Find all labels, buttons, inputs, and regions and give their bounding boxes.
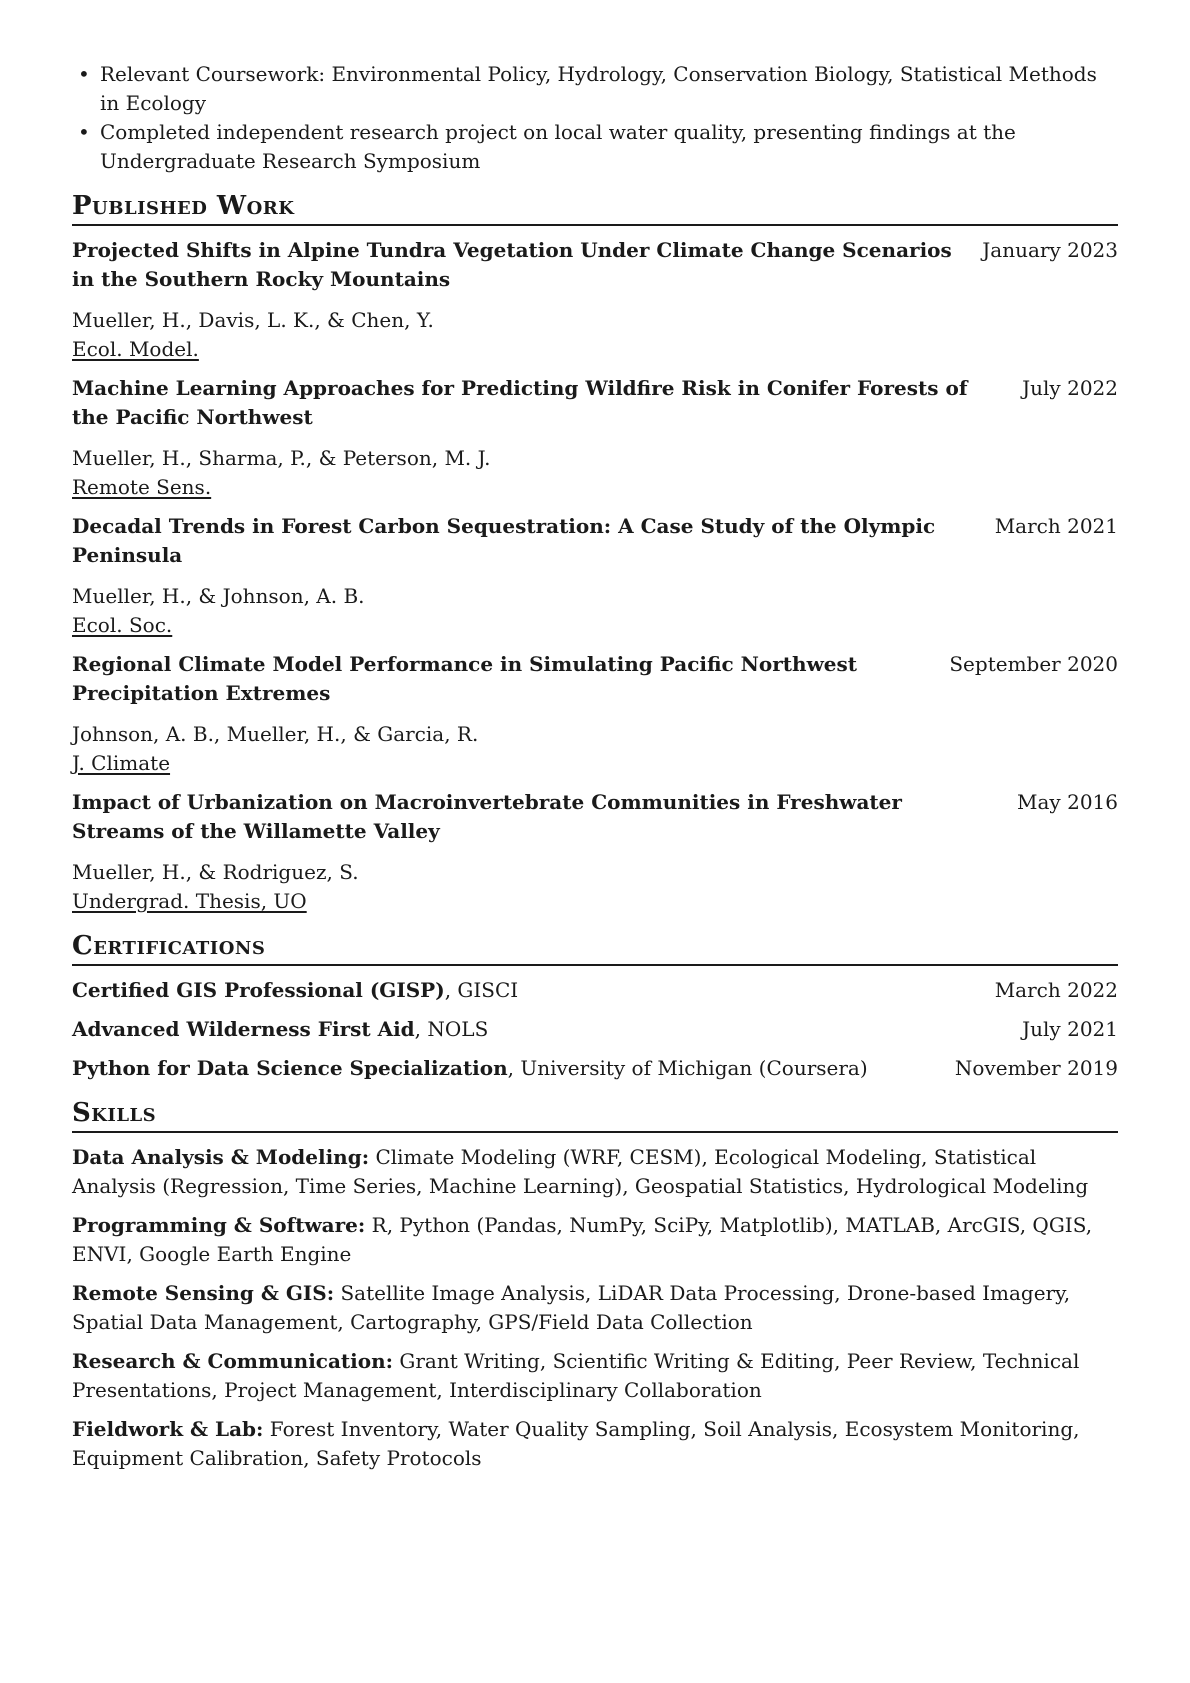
certification-name: Python for Data Science Specialization (72, 1056, 508, 1080)
publication-entry (72, 788, 1118, 916)
skill-category-label: Programming & Software: (72, 1213, 366, 1237)
publication-entry (72, 512, 1118, 640)
skill-list: Satellite Image Analysis, LiDAR Data Processing, Drone-based Imagery, Spatial Data Management, Cartography, GPS/Field Data Collection (72, 1281, 1071, 1334)
publication-authors: Mueller, H., Sharma, P., & Peterson, M. J. (72, 446, 491, 470)
education-details-list (72, 60, 1118, 176)
certification-name: Certified GIS Professional (GISP) (72, 978, 445, 1002)
publication-authors: Mueller, H., & Johnson, A. B. (72, 584, 365, 608)
skill-list: Forest Inventory, Water Quality Sampling, Soil Analysis, Ecosystem Monitoring, Equipment Calibration, Safety Protocols (72, 1417, 1080, 1470)
publication-title: Regional Climate Model Performance in Simulating Pacific Northwest Precipitation Extremes (72, 652, 858, 705)
publication-title: Decadal Trends in Forest Carbon Sequestration: A Case Study of the Olympic Peninsula (72, 514, 936, 567)
skill-list: Climate Modeling (WRF, CESM), Ecological Modeling, Statistical Analysis (Regression, Time Series, Machine Learning), Geospatial Statistics, Hydrological Modeling (72, 1145, 1089, 1198)
publication-date: January 2023 (982, 238, 1118, 262)
certification-entry (72, 1015, 1118, 1044)
skill-category-label: Research & Communication: (72, 1349, 394, 1373)
certification-name: Advanced Wilderness First Aid (72, 1017, 415, 1041)
skill-category-label: Remote Sensing & GIS: (72, 1281, 335, 1305)
publication-authors: Mueller, H., Davis, L. K., & Chen, Y. (72, 308, 434, 332)
publication-venue-link[interactable]: Ecol. Soc. (72, 613, 173, 637)
skill-category-label: Data Analysis & Modeling: (72, 1145, 370, 1169)
certification-entry (72, 1054, 1118, 1083)
publication-authors: Johnson, A. B., Mueller, H., & Garcia, R. (72, 722, 479, 746)
publication-title: Projected Shifts in Alpine Tundra Vegetation Under Climate Change Scenarios in the Southern Rocky Mountains (72, 238, 952, 291)
skill-entry (72, 1279, 1118, 1337)
skill-list: Grant Writing, Scientific Writing & Editing, Peer Review, Technical Presentations, Project Management, Interdisciplinary Collaboration (72, 1349, 1080, 1402)
list-item: • Completed independent research project on local water quality, presenting findings at the Undergraduate Research Symposium (72, 118, 1118, 176)
skill-entry (72, 1347, 1118, 1405)
publication-venue-link[interactable]: Remote Sens. (72, 475, 212, 499)
certification-date: November 2019 (954, 1056, 1118, 1080)
certification-date: July 2021 (1022, 1017, 1118, 1041)
list-item: • Relevant Coursework: Environmental Policy, Hydrology, Conservation Biology, Statistical Methods in Ecology (72, 60, 1118, 118)
certification-issuer: , University of Michigan (Coursera) (507, 1056, 868, 1080)
publication-date: September 2020 (949, 652, 1118, 676)
publication-venue-link[interactable]: Ecol. Model. (72, 337, 199, 361)
section-heading-skills: Skills (72, 1099, 1118, 1133)
skill-entry (72, 1211, 1118, 1269)
certification-date: March 2022 (994, 978, 1118, 1002)
publication-date: July 2022 (1022, 376, 1118, 400)
publication-entry (72, 650, 1118, 778)
publication-venue-link[interactable]: Undergrad. Thesis, UO (72, 889, 307, 913)
certification-issuer: , GISCI (444, 978, 519, 1002)
publication-entry (72, 236, 1118, 364)
section-heading-published-work: Published Work (72, 192, 1118, 226)
certification-entry (72, 976, 1118, 1005)
publication-title: Impact of Urbanization on Macroinvertebrate Communities in Freshwater Streams of the Willamette Valley (72, 790, 902, 843)
publication-date: May 2016 (1017, 790, 1118, 814)
section-heading-certifications: Certifications (72, 932, 1118, 966)
publication-title: Machine Learning Approaches for Predicting Wildfire Risk in Conifer Forests of the Pacific Northwest (72, 376, 968, 429)
certification-issuer: , NOLS (414, 1017, 489, 1041)
skill-list: R, Python (Pandas, NumPy, SciPy, Matplotlib), MATLAB, ArcGIS, QGIS, ENVI, Google Earth Engine (72, 1213, 1093, 1266)
skill-category-label: Fieldwork & Lab: (72, 1417, 264, 1441)
publication-entry (72, 374, 1118, 502)
skill-entry (72, 1415, 1118, 1473)
publication-authors: Mueller, H., & Rodriguez, S. (72, 860, 359, 884)
publication-date: March 2021 (994, 514, 1118, 538)
publication-venue-link[interactable]: J. Climate (72, 751, 171, 775)
skill-entry (72, 1143, 1118, 1201)
